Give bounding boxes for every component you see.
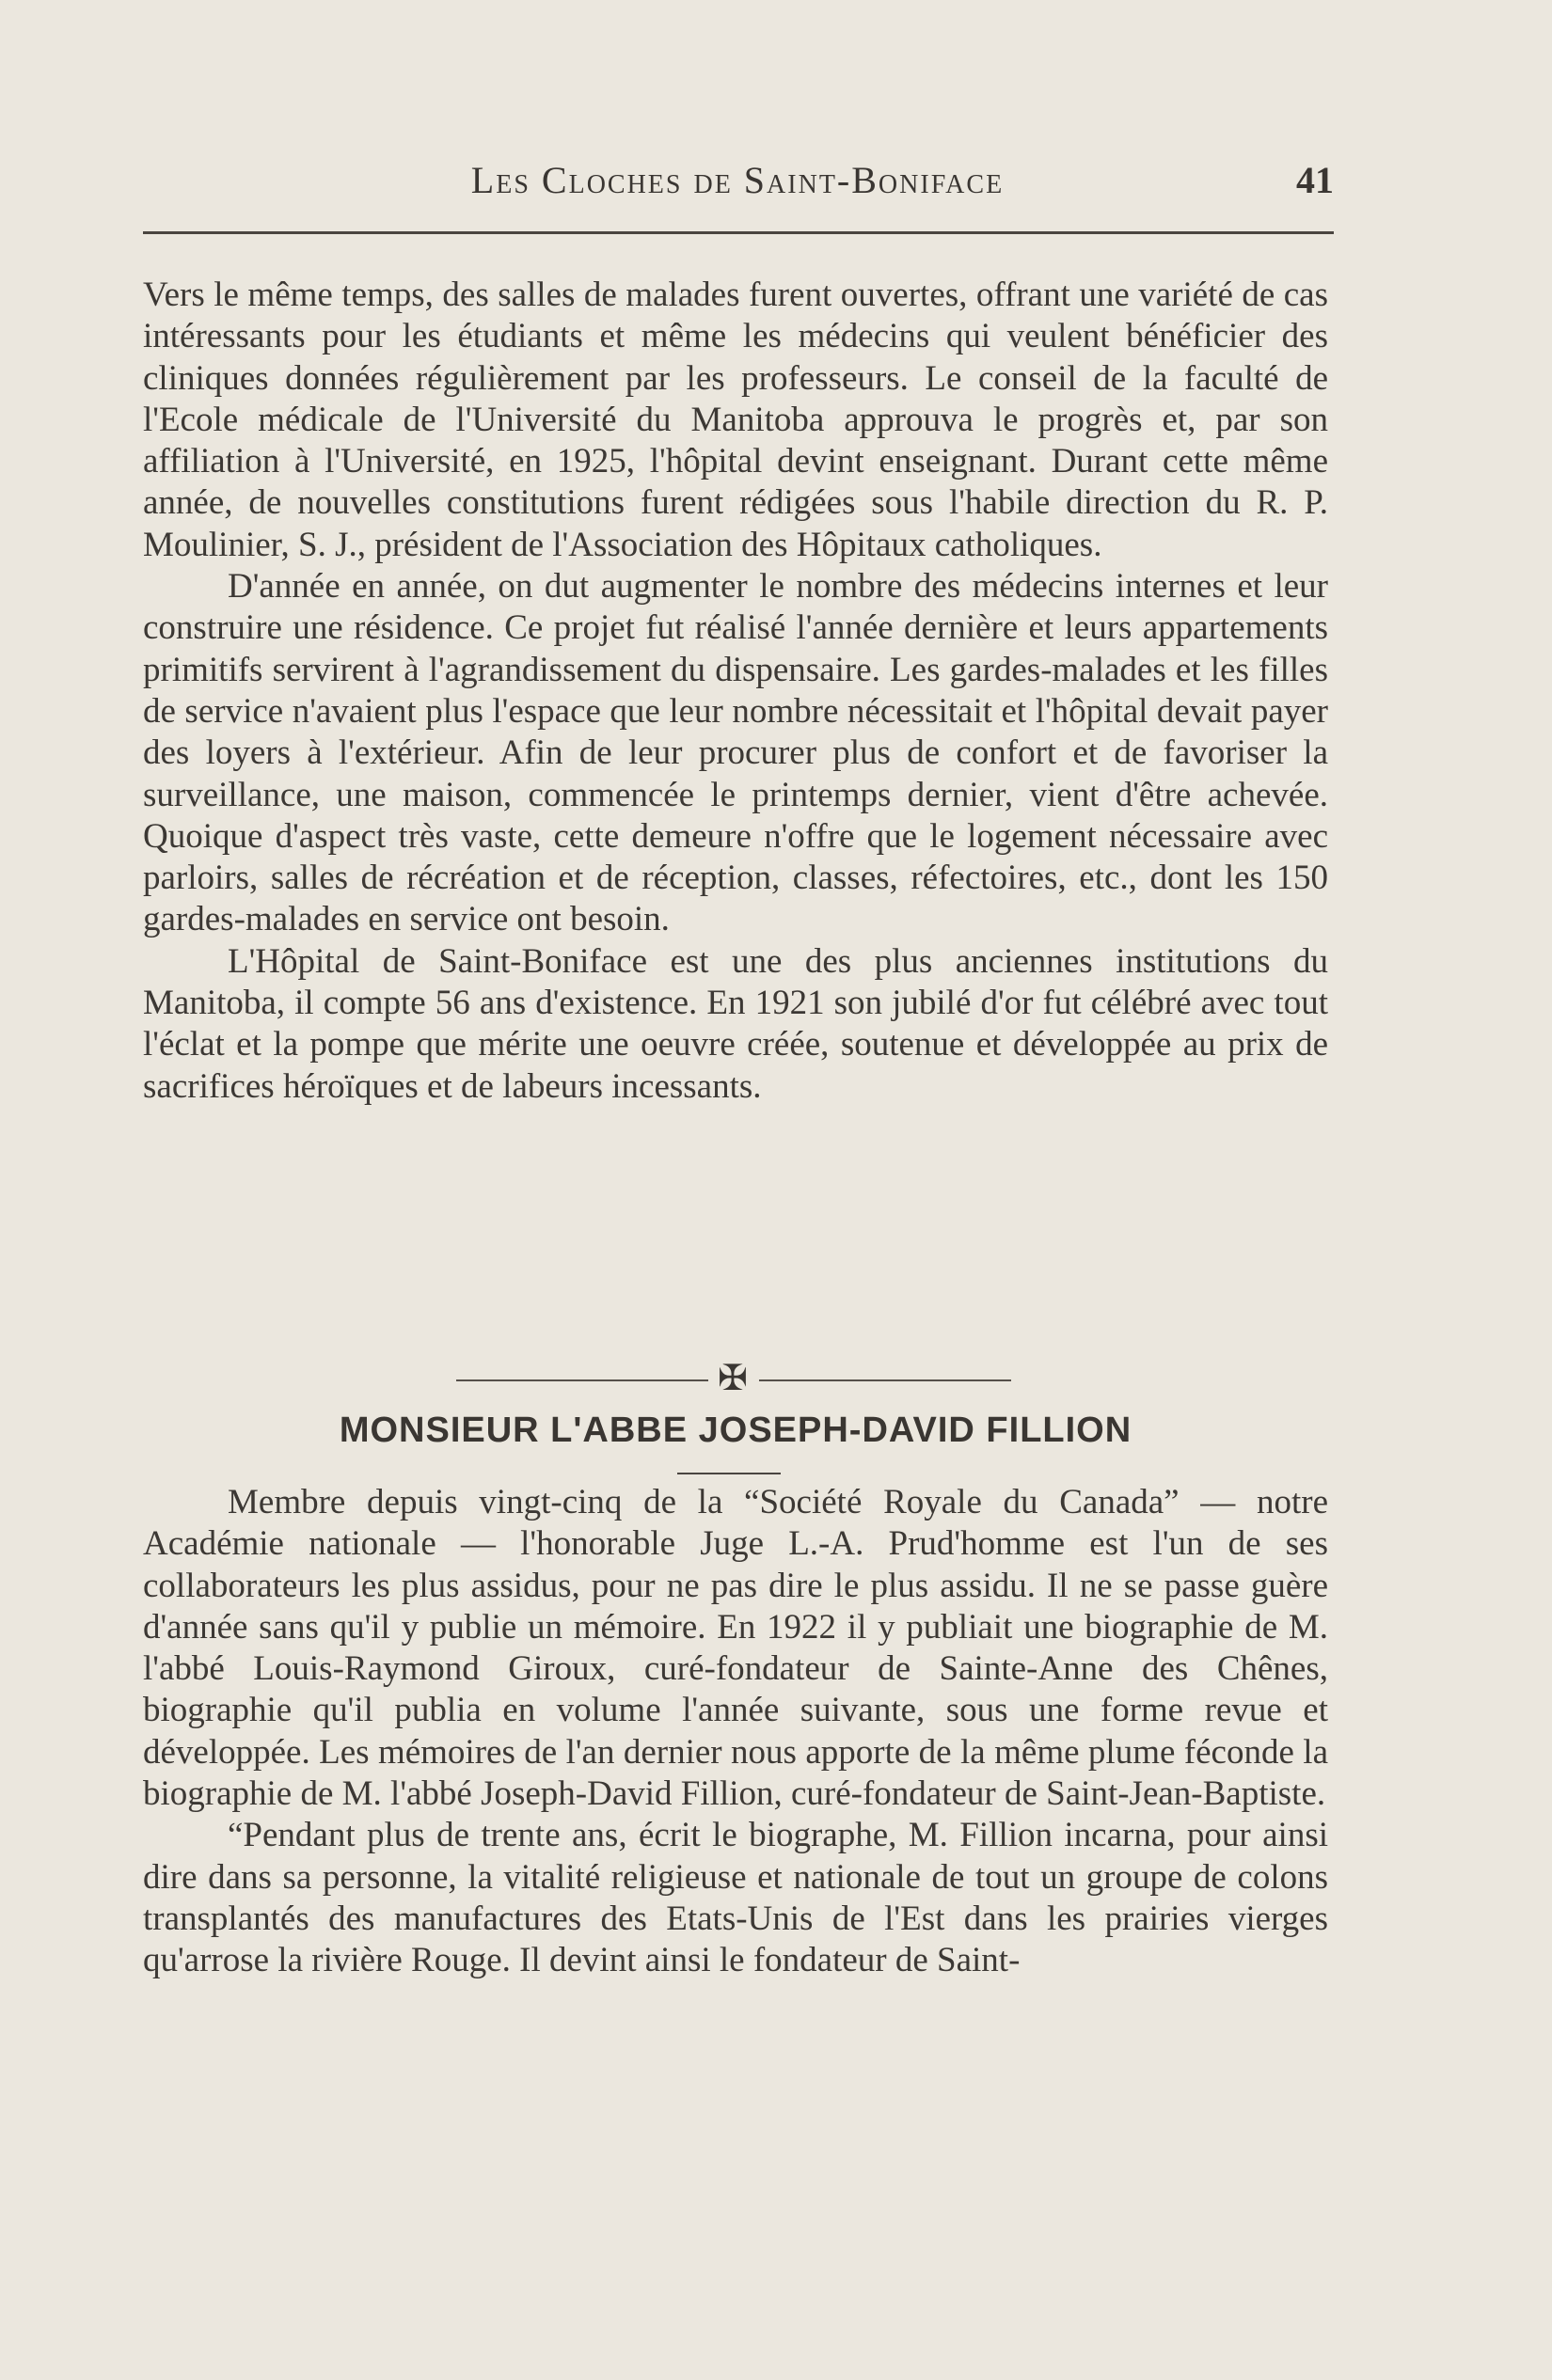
divider-line-left xyxy=(456,1379,708,1381)
paragraph: Vers le même temps, des salles de malades furent ouvertes, offrant une variété de cas intéressants pour les étudiants et même les médecins qui veulent bénéficier des cliniques données régulièrement par les professeurs. Le conseil de la faculté de l'Ecole médicale de l'Université du Manitoba approuva le progrès et, par son affiliation à l'Université, en 1925, l'hôpital devint enseignant. Durant cette même année, de nouvelles constitutions furent rédigées sous l'habile direction du R. P. Moulinier, S. J., président de l'Association des Hôpitaux catholiques. xyxy=(143,276,1328,564)
article-fillion-text xyxy=(143,1482,1328,1982)
paragraph: Membre depuis vingt-cinq de la “Société Royale du Canada” — notre Académie nationale — l'honorable Juge L.-A. Prud'homme est l'un de ses collaborateurs les plus assidus, pour ne pas dire le plus assidu. Il ne se passe guère d'année sans qu'il y publie un mémoire. En 1922 il y publiait une biographie de M. l'abbé Louis-Raymond Giroux, curé-fondateur de Sainte-Anne des Chênes, biographie qu'il publia en volume l'année suivante, sous une forme revue et développée. Les mémoires de l'an dernier nous apporte de la même plume féconde la biographie de M. l'abbé Joseph-David Fillion, curé-fondateur de Saint-Jean-Baptiste. xyxy=(143,1483,1328,1814)
paragraph: “Pendant plus de trente ans, écrit le biographe, M. Fillion incarna, pour ainsi dire dans sa personne, la vitalité religieuse et nationale de tout un groupe de colons transplantés des manufactures des Etats-Unis de l'Est dans les prairies vierges qu'arrose la rivière Rouge. Il devint ainsi le fondateur de Saint- xyxy=(143,1816,1328,1980)
running-title: Les Cloches de Saint-Boniface xyxy=(470,159,1005,201)
section-title: MONSIEUR L'ABBE JOSEPH-DAVID FILLION xyxy=(339,1411,1132,1450)
running-header xyxy=(141,158,1334,214)
title-rule xyxy=(677,1473,781,1474)
divider-line-right xyxy=(759,1379,1011,1381)
article-hospital-text xyxy=(143,275,1328,1108)
header-rule xyxy=(143,231,1334,234)
section-divider-ornament xyxy=(456,1357,1011,1398)
cross-icon: ✠ xyxy=(718,1357,748,1398)
paragraph: D'année en année, on dut augmenter le nombre des médecins internes et leur construire une résidence. Ce projet fut réalisé l'année dernière et leurs appartements primitifs servirent à l'agrandissement du dispensaire. Les gardes-malades et les filles de service n'avaient plus l'espace que leur nombre nécessitait et l'hôpital devait payer des loyers à l'extérieur. Afin de leur procurer plus de confort et de favoriser la surveillance, une maison, commencée le printemps dernier, vient d'être achevée. Quoique d'aspect très vaste, cette demeure n'offre que le logement nécessaire avec parloirs, salles de récréation et de réception, classes, réfectoires, etc., dont les 150 gardes-malades en service ont besoin. xyxy=(143,567,1328,939)
page-number: 41 xyxy=(1296,159,1334,201)
paragraph: L'Hôpital de Saint-Boniface est une des plus anciennes institutions du Manitoba, il compte 56 ans d'existence. En 1921 son jubilé d'or fut célébré avec tout l'éclat et la pompe que mérite une oeuvre créée, soutenue et développée au prix de sacrifices héroïques et de labeurs incessants. xyxy=(143,941,1328,1106)
